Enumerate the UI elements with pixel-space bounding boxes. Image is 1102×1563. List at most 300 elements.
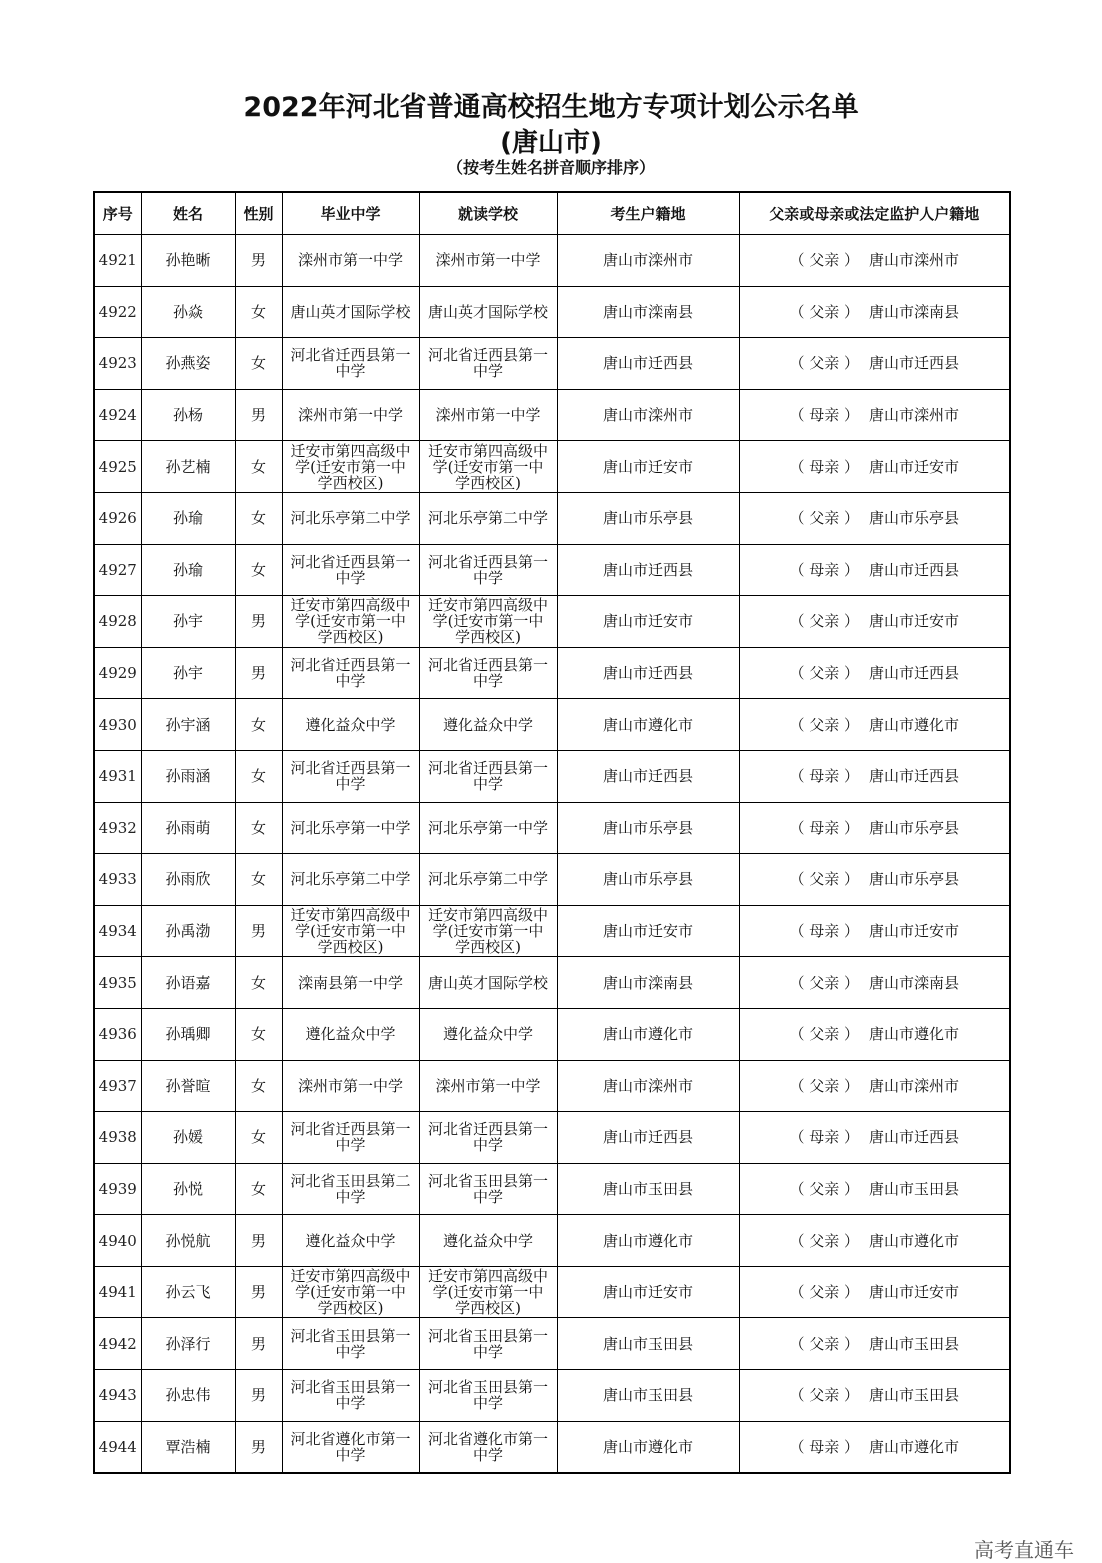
cell-gender: 女	[235, 441, 282, 493]
cell-current-school	[419, 750, 557, 802]
guardian-relation: （ 父亲 ）	[789, 715, 860, 734]
cell-name: 孙泽行	[141, 1318, 235, 1370]
table-row	[94, 1112, 1010, 1164]
cell-gender: 女	[235, 854, 282, 906]
cell-grad-school-text: 遵化益众中学	[305, 1231, 396, 1250]
cell-grad-school	[282, 1421, 419, 1473]
cell-current-school	[419, 647, 557, 699]
cell-grad-school	[282, 647, 419, 699]
cell-name: 孙宇	[141, 596, 235, 648]
guardian-domicile: 唐山市玉田县	[869, 1334, 960, 1353]
cell-grad-school-text: 遵化益众中学	[305, 1025, 396, 1044]
cell-gender: 女	[235, 957, 282, 1009]
cell-grad-school	[282, 1008, 419, 1060]
cell-gender: 女	[235, 750, 282, 802]
guardian-relation: （ 母亲 ）	[789, 1128, 860, 1147]
cell-no: 4931	[94, 750, 141, 802]
page-title: 2022年河北省普通高校招生地方专项计划公示名单	[243, 92, 859, 123]
cell-domicile: 唐山市迁安市	[557, 1266, 739, 1318]
cell-current-school	[419, 1318, 557, 1370]
cell-name: 孙宇涵	[141, 699, 235, 751]
cell-guardian-domicile	[739, 492, 1010, 544]
cell-current-school	[419, 854, 557, 906]
cell-domicile: 唐山市迁西县	[557, 544, 739, 596]
guardian-relation: （ 母亲 ）	[789, 922, 860, 941]
cell-current-school	[419, 492, 557, 544]
cell-grad-school-text: 滦南县第一中学	[297, 973, 403, 992]
cell-domicile: 唐山市遵化市	[557, 699, 739, 751]
cell-current-school	[419, 1008, 557, 1060]
cell-guardian-domicile	[739, 1215, 1010, 1267]
cell-name: 孙瑀卿	[141, 1008, 235, 1060]
cell-current-school	[419, 1215, 557, 1267]
cell-current-school-text: 滦州市第一中学	[435, 406, 541, 425]
cell-name: 孙媛	[141, 1112, 235, 1164]
cell-guardian-domicile	[739, 1112, 1010, 1164]
table-row	[94, 389, 1010, 441]
guardian-relation: （ 父亲 ）	[789, 870, 860, 889]
cell-grad-school	[282, 1318, 419, 1370]
cell-gender: 男	[235, 1370, 282, 1422]
cell-domicile: 唐山市遵化市	[557, 1215, 739, 1267]
cell-gender: 男	[235, 389, 282, 441]
cell-current-school-text: 河北省玉田县第一中学	[428, 1326, 549, 1361]
table-row	[94, 1318, 1010, 1370]
cell-gender: 男	[235, 1318, 282, 1370]
cell-current-school	[419, 235, 557, 287]
cell-current-school	[419, 802, 557, 854]
cell-grad-school	[282, 905, 419, 957]
cell-no: 4922	[94, 286, 141, 338]
cell-name: 孙云飞	[141, 1266, 235, 1318]
cell-domicile: 唐山市迁安市	[557, 596, 739, 648]
cell-no: 4926	[94, 492, 141, 544]
guardian-domicile: 唐山市乐亭县	[869, 870, 960, 889]
cell-name: 孙燕姿	[141, 338, 235, 390]
guardian-relation: （ 父亲 ）	[789, 1179, 860, 1198]
column-header-name: 姓名	[141, 192, 235, 235]
cell-name: 孙悦航	[141, 1215, 235, 1267]
cell-current-school-text: 河北省迁西县第一中学	[428, 552, 549, 587]
table-row	[94, 1215, 1010, 1267]
cell-grad-school	[282, 802, 419, 854]
table-row	[94, 750, 1010, 802]
cell-grad-school	[282, 1215, 419, 1267]
guardian-domicile: 唐山市迁西县	[869, 1128, 960, 1147]
guardian-domicile: 唐山市滦州市	[869, 251, 960, 270]
guardian-relation: （ 父亲 ）	[789, 1334, 860, 1353]
guardian-relation: （ 母亲 ）	[789, 1437, 860, 1456]
cell-no: 4936	[94, 1008, 141, 1060]
guardian-domicile: 唐山市玉田县	[869, 1179, 960, 1198]
cell-no: 4938	[94, 1112, 141, 1164]
cell-name: 孙杨	[141, 389, 235, 441]
table-row	[94, 802, 1010, 854]
page-subtitle: (唐山市)	[500, 128, 602, 158]
guardian-relation: （ 父亲 ）	[789, 973, 860, 992]
cell-grad-school	[282, 1060, 419, 1112]
cell-grad-school	[282, 699, 419, 751]
guardian-relation: （ 父亲 ）	[789, 664, 860, 683]
cell-gender: 女	[235, 1008, 282, 1060]
cell-guardian-domicile	[739, 1060, 1010, 1112]
table-row	[94, 1421, 1010, 1473]
cell-current-school-text: 河北省玉田县第一中学	[428, 1171, 549, 1206]
cell-gender: 女	[235, 1112, 282, 1164]
cell-guardian-domicile	[739, 235, 1010, 287]
guardian-domicile: 唐山市迁西县	[869, 664, 960, 683]
cell-guardian-domicile	[739, 596, 1010, 648]
cell-grad-school-text: 河北省遵化市第一中学	[290, 1429, 411, 1464]
cell-grad-school	[282, 286, 419, 338]
cell-name: 孙悦	[141, 1163, 235, 1215]
cell-grad-school-text: 滦州市第一中学	[297, 251, 403, 270]
cell-no: 4942	[94, 1318, 141, 1370]
cell-guardian-domicile	[739, 647, 1010, 699]
guardian-relation: （ 母亲 ）	[789, 560, 860, 579]
table-header-row	[94, 192, 1010, 235]
guardian-domicile: 唐山市乐亭县	[869, 509, 960, 528]
guardian-relation: （ 父亲 ）	[789, 1076, 860, 1095]
cell-current-school-text: 滦州市第一中学	[435, 1076, 541, 1095]
cell-domicile: 唐山市滦州市	[557, 389, 739, 441]
cell-gender: 女	[235, 699, 282, 751]
cell-grad-school-text: 唐山英才国际学校	[290, 302, 411, 321]
cell-grad-school	[282, 957, 419, 1009]
cell-current-school	[419, 1421, 557, 1473]
guardian-domicile: 唐山市迁安市	[869, 1283, 960, 1302]
column-header-guardian-domicile: 父亲或母亲或法定监护人户籍地	[739, 192, 1010, 235]
guardian-domicile: 唐山市迁安市	[869, 457, 960, 476]
cell-current-school	[419, 699, 557, 751]
cell-grad-school-text: 河北省玉田县第一中学	[290, 1326, 411, 1361]
cell-grad-school-text: 河北乐亭第二中学	[290, 509, 411, 528]
guardian-domicile: 唐山市滦州市	[869, 406, 960, 425]
cell-gender: 男	[235, 1266, 282, 1318]
cell-domicile: 唐山市遵化市	[557, 1421, 739, 1473]
cell-grad-school-text: 遵化益众中学	[305, 715, 396, 734]
cell-domicile: 唐山市滦州市	[557, 1060, 739, 1112]
guardian-relation: （ 父亲 ）	[789, 509, 860, 528]
guardian-domicile: 唐山市迁安市	[869, 922, 960, 941]
cell-name: 孙艳晰	[141, 235, 235, 287]
cell-current-school	[419, 1163, 557, 1215]
cell-grad-school	[282, 1163, 419, 1215]
column-header-no: 序号	[94, 192, 141, 235]
cell-no: 4941	[94, 1266, 141, 1318]
cell-no: 4937	[94, 1060, 141, 1112]
cell-grad-school-text: 迁安市第四高级中学(迁安市第一中学西校区)	[290, 441, 411, 492]
cell-grad-school	[282, 235, 419, 287]
cell-domicile: 唐山市迁西县	[557, 647, 739, 699]
cell-name: 孙雨欣	[141, 854, 235, 906]
cell-name: 孙雨萌	[141, 802, 235, 854]
cell-current-school-text: 迁安市第四高级中学(迁安市第一中学西校区)	[428, 906, 549, 957]
cell-name: 孙语嘉	[141, 957, 235, 1009]
guardian-domicile: 唐山市乐亭县	[869, 818, 960, 837]
cell-grad-school-text: 河北乐亭第二中学	[290, 870, 411, 889]
cell-grad-school-text: 滦州市第一中学	[297, 1076, 403, 1095]
guardian-domicile: 唐山市遵化市	[869, 1025, 960, 1044]
cell-grad-school-text: 河北省迁西县第一中学	[290, 759, 411, 794]
cell-current-school	[419, 286, 557, 338]
cell-no: 4932	[94, 802, 141, 854]
guardian-domicile: 唐山市滦南县	[869, 973, 960, 992]
guardian-relation: （ 父亲 ）	[789, 302, 860, 321]
guardian-relation: （ 父亲 ）	[789, 1386, 860, 1405]
cell-guardian-domicile	[739, 286, 1010, 338]
column-header-domicile: 考生户籍地	[557, 192, 739, 235]
cell-name: 孙忠伟	[141, 1370, 235, 1422]
guardian-relation: （ 父亲 ）	[789, 1231, 860, 1250]
cell-current-school	[419, 1370, 557, 1422]
cell-current-school-text: 河北省迁西县第一中学	[428, 759, 549, 794]
cell-current-school-text: 河北省玉田县第一中学	[428, 1378, 549, 1413]
cell-name: 孙瑜	[141, 492, 235, 544]
guardian-domicile: 唐山市滦州市	[869, 1076, 960, 1095]
cell-guardian-domicile	[739, 338, 1010, 390]
table-row	[94, 235, 1010, 287]
guardian-relation: （ 母亲 ）	[789, 457, 860, 476]
cell-current-school-text: 迁安市第四高级中学(迁安市第一中学西校区)	[428, 596, 549, 647]
cell-guardian-domicile	[739, 750, 1010, 802]
cell-domicile: 唐山市滦州市	[557, 235, 739, 287]
cell-grad-school-text: 河北省玉田县第二中学	[290, 1171, 411, 1206]
cell-gender: 男	[235, 1421, 282, 1473]
cell-guardian-domicile	[739, 1266, 1010, 1318]
cell-current-school	[419, 957, 557, 1009]
cell-no: 4934	[94, 905, 141, 957]
table-row	[94, 544, 1010, 596]
cell-domicile: 唐山市迁西县	[557, 750, 739, 802]
cell-grad-school-text: 河北省迁西县第一中学	[290, 1120, 411, 1155]
cell-current-school	[419, 441, 557, 493]
cell-domicile: 唐山市滦南县	[557, 957, 739, 1009]
cell-name: 孙艺楠	[141, 441, 235, 493]
cell-grad-school-text: 滦州市第一中学	[297, 406, 403, 425]
table-row	[94, 957, 1010, 1009]
cell-domicile: 唐山市玉田县	[557, 1163, 739, 1215]
table-row	[94, 441, 1010, 493]
cell-no: 4923	[94, 338, 141, 390]
cell-guardian-domicile	[739, 544, 1010, 596]
cell-guardian-domicile	[739, 1163, 1010, 1215]
cell-no: 4933	[94, 854, 141, 906]
cell-current-school-text: 唐山英才国际学校	[428, 973, 549, 992]
cell-current-school-text: 河北乐亭第一中学	[428, 818, 549, 837]
guardian-domicile: 唐山市玉田县	[869, 1386, 960, 1405]
guardian-relation: （ 母亲 ）	[789, 406, 860, 425]
cell-name: 孙瑜	[141, 544, 235, 596]
cell-gender: 女	[235, 1163, 282, 1215]
guardian-domicile: 唐山市遵化市	[869, 1231, 960, 1250]
guardian-relation: （ 父亲 ）	[789, 354, 860, 373]
cell-name: 孙焱	[141, 286, 235, 338]
guardian-relation: （ 母亲 ）	[789, 767, 860, 786]
cell-grad-school-text: 河北省迁西县第一中学	[290, 552, 411, 587]
table-row	[94, 1060, 1010, 1112]
table-row	[94, 1008, 1010, 1060]
guardian-domicile: 唐山市迁安市	[869, 612, 960, 631]
cell-no: 4921	[94, 235, 141, 287]
cell-grad-school	[282, 338, 419, 390]
cell-grad-school	[282, 596, 419, 648]
cell-current-school	[419, 1060, 557, 1112]
table-row	[94, 1163, 1010, 1215]
cell-name: 覃浩楠	[141, 1421, 235, 1473]
cell-guardian-domicile	[739, 699, 1010, 751]
cell-guardian-domicile	[739, 1370, 1010, 1422]
column-header-current-school: 就读学校	[419, 192, 557, 235]
cell-grad-school-text: 河北乐亭第一中学	[290, 818, 411, 837]
cell-domicile: 唐山市迁西县	[557, 1112, 739, 1164]
cell-no: 4943	[94, 1370, 141, 1422]
cell-guardian-domicile	[739, 1008, 1010, 1060]
watermark: 高考直通车	[974, 1538, 1074, 1562]
cell-current-school-text: 滦州市第一中学	[435, 251, 541, 270]
cell-current-school-text: 河北乐亭第二中学	[428, 509, 549, 528]
cell-grad-school	[282, 492, 419, 544]
cell-domicile: 唐山市迁安市	[557, 905, 739, 957]
cell-grad-school-text: 迁安市第四高级中学(迁安市第一中学西校区)	[290, 596, 411, 647]
cell-grad-school-text: 河北省玉田县第一中学	[290, 1378, 411, 1413]
cell-grad-school-text: 河北省迁西县第一中学	[290, 346, 411, 381]
guardian-domicile: 唐山市遵化市	[869, 1437, 960, 1456]
cell-grad-school-text: 迁安市第四高级中学(迁安市第一中学西校区)	[290, 1267, 411, 1318]
cell-current-school-text: 河北省迁西县第一中学	[428, 1120, 549, 1155]
cell-grad-school	[282, 1370, 419, 1422]
guardian-relation: （ 母亲 ）	[789, 818, 860, 837]
cell-name: 孙宇	[141, 647, 235, 699]
cell-current-school	[419, 1266, 557, 1318]
table-row	[94, 338, 1010, 390]
cell-grad-school	[282, 1266, 419, 1318]
cell-domicile: 唐山市迁西县	[557, 338, 739, 390]
cell-guardian-domicile	[739, 1318, 1010, 1370]
cell-gender: 女	[235, 286, 282, 338]
cell-grad-school	[282, 389, 419, 441]
cell-no: 4935	[94, 957, 141, 1009]
cell-no: 4925	[94, 441, 141, 493]
cell-domicile: 唐山市滦南县	[557, 286, 739, 338]
table-row	[94, 1370, 1010, 1422]
cell-current-school-text: 遵化益众中学	[442, 1231, 533, 1250]
table-row	[94, 492, 1010, 544]
table-row	[94, 1266, 1010, 1318]
cell-grad-school	[282, 854, 419, 906]
cell-gender: 男	[235, 1215, 282, 1267]
cell-current-school-text: 河北乐亭第二中学	[428, 870, 549, 889]
cell-no: 4930	[94, 699, 141, 751]
column-header-gender: 性别	[235, 192, 282, 235]
cell-grad-school-text: 迁安市第四高级中学(迁安市第一中学西校区)	[290, 906, 411, 957]
guardian-domicile: 唐山市滦南县	[869, 302, 960, 321]
guardian-relation: （ 父亲 ）	[789, 251, 860, 270]
cell-gender: 男	[235, 596, 282, 648]
cell-name: 孙誉暄	[141, 1060, 235, 1112]
table-row	[94, 286, 1010, 338]
cell-gender: 男	[235, 647, 282, 699]
cell-grad-school	[282, 1112, 419, 1164]
table-row	[94, 596, 1010, 648]
cell-current-school-text: 迁安市第四高级中学(迁安市第一中学西校区)	[428, 1267, 549, 1318]
cell-no: 4940	[94, 1215, 141, 1267]
cell-grad-school-text: 河北省迁西县第一中学	[290, 656, 411, 691]
cell-no: 4928	[94, 596, 141, 648]
cell-guardian-domicile	[739, 1421, 1010, 1473]
cell-gender: 女	[235, 338, 282, 390]
guardian-domicile: 唐山市迁西县	[869, 354, 960, 373]
cell-grad-school	[282, 441, 419, 493]
table-row	[94, 647, 1010, 699]
cell-current-school-text: 河北省迁西县第一中学	[428, 346, 549, 381]
cell-domicile: 唐山市乐亭县	[557, 854, 739, 906]
guardian-domicile: 唐山市迁西县	[869, 767, 960, 786]
cell-current-school-text: 唐山英才国际学校	[428, 302, 549, 321]
cell-gender: 女	[235, 492, 282, 544]
cell-current-school	[419, 389, 557, 441]
cell-no: 4939	[94, 1163, 141, 1215]
cell-domicile: 唐山市乐亭县	[557, 492, 739, 544]
cell-current-school-text: 河北省迁西县第一中学	[428, 656, 549, 691]
cell-gender: 女	[235, 544, 282, 596]
cell-current-school	[419, 905, 557, 957]
cell-no: 4944	[94, 1421, 141, 1473]
cell-gender: 男	[235, 905, 282, 957]
cell-guardian-domicile	[739, 441, 1010, 493]
cell-current-school-text: 河北省遵化市第一中学	[428, 1429, 549, 1464]
table-row	[94, 699, 1010, 751]
guardian-relation: （ 父亲 ）	[789, 612, 860, 631]
cell-no: 4924	[94, 389, 141, 441]
cell-domicile: 唐山市玉田县	[557, 1370, 739, 1422]
cell-grad-school	[282, 750, 419, 802]
cell-guardian-domicile	[739, 957, 1010, 1009]
guardian-domicile: 唐山市遵化市	[869, 715, 960, 734]
cell-current-school	[419, 1112, 557, 1164]
cell-gender: 女	[235, 1060, 282, 1112]
cell-domicile: 唐山市迁安市	[557, 441, 739, 493]
cell-guardian-domicile	[739, 802, 1010, 854]
cell-no: 4927	[94, 544, 141, 596]
cell-grad-school	[282, 544, 419, 596]
cell-current-school-text: 遵化益众中学	[442, 1025, 533, 1044]
cell-gender: 女	[235, 802, 282, 854]
table-row	[94, 854, 1010, 906]
cell-current-school-text: 迁安市第四高级中学(迁安市第一中学西校区)	[428, 441, 549, 492]
cell-current-school	[419, 596, 557, 648]
cell-domicile: 唐山市玉田县	[557, 1318, 739, 1370]
roster-table	[93, 191, 1011, 1474]
column-header-grad-school: 毕业中学	[282, 192, 419, 235]
table-row	[94, 905, 1010, 957]
table-body	[94, 235, 1010, 1473]
cell-gender: 男	[235, 235, 282, 287]
cell-domicile: 唐山市乐亭县	[557, 802, 739, 854]
guardian-relation: （ 父亲 ）	[789, 1283, 860, 1302]
cell-guardian-domicile	[739, 854, 1010, 906]
cell-guardian-domicile	[739, 389, 1010, 441]
cell-name: 孙禹渤	[141, 905, 235, 957]
cell-name: 孙雨涵	[141, 750, 235, 802]
cell-current-school	[419, 544, 557, 596]
cell-no: 4929	[94, 647, 141, 699]
guardian-relation: （ 父亲 ）	[789, 1025, 860, 1044]
cell-current-school-text: 遵化益众中学	[442, 715, 533, 734]
sort-note: （按考生姓名拼音顺序排序）	[446, 158, 655, 177]
guardian-domicile: 唐山市迁西县	[869, 560, 960, 579]
cell-guardian-domicile	[739, 905, 1010, 957]
